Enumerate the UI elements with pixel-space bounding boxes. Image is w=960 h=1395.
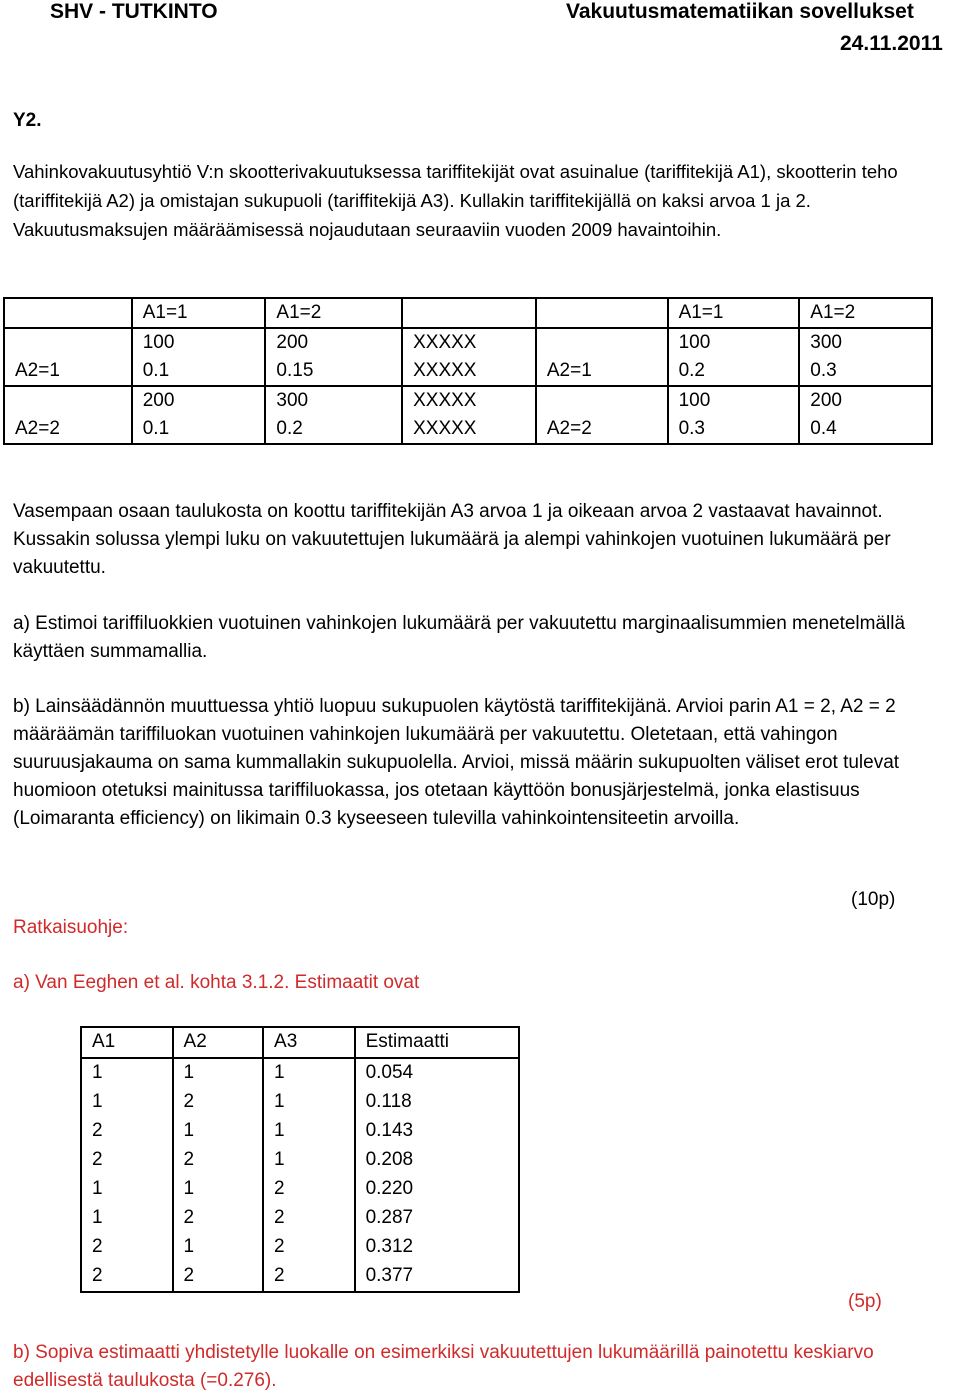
table-cell: 2 <box>263 1204 355 1233</box>
table-cell: 2 <box>173 1088 264 1117</box>
insured-count: 300 <box>810 332 842 353</box>
table-cell: 2 <box>263 1262 355 1292</box>
table-cell: 1 <box>263 1088 355 1117</box>
table-cell: 1 <box>81 1058 173 1088</box>
estimate-table <box>80 1026 520 1293</box>
table-row <box>81 1175 519 1204</box>
table-row <box>81 1088 519 1117</box>
part-a-question: a) Estimoi tariffiluokkien vuotuinen vahinkojen lukumäärä per vakuutettu marginaalisummien menetelmällä käyttäen summamallia. <box>13 613 906 662</box>
header-left: SHV - TUTKINTO <box>50 0 218 23</box>
table-cell: 1 <box>263 1117 355 1146</box>
table-cell: 1 <box>173 1175 264 1204</box>
solution-heading: Ratkaisuohje: <box>13 917 129 938</box>
insured-count: 300 <box>276 390 309 411</box>
header-cell <box>536 298 668 328</box>
table-cell: 0.312 <box>355 1233 519 1262</box>
part-b-question: b) Lainsäädännön muuttuessa yhtiö luopuu sukupuolen käytöstä tariffitekijänä. Arvioi parin A1 = 2, A2 = 2 määräämän tariffiluokan vuotuinen vahinkojen lukumäärä per vakuutettu. Oletetaan, että vahingon suuruusjakauma on sama kummallakin sukupuolella. Arvioi, missä määrin sukupuolten väliset erot tulevat huomioon otetuksi mainitussa tariffiluokassa, jos otetaan käyttöön bonusjärjestelmä, jonka elastisuus (Loimaranta efficiency) on likimain 0.3 kyseeseen tulevilla vahinkointensiteetin arvoilla. <box>13 696 900 829</box>
table-row <box>81 1058 519 1088</box>
table-row <box>81 1204 519 1233</box>
insured-count: 200 <box>276 332 309 353</box>
solution-a-points: (5p) <box>848 1291 882 1312</box>
claim-frequency: 0.3 <box>810 360 837 381</box>
header-cell <box>402 298 536 328</box>
row-label: A2=1 <box>536 328 668 386</box>
table-cell: 0.143 <box>355 1117 519 1146</box>
table-cell <box>132 386 266 444</box>
claim-frequency: 0.15 <box>276 360 314 381</box>
claim-frequency: 0.2 <box>276 418 303 439</box>
table-cell <box>799 386 932 444</box>
table-cell: 1 <box>173 1233 264 1262</box>
table-cell: 0.208 <box>355 1146 519 1175</box>
table-cell: 2 <box>173 1262 264 1292</box>
insured-count: 100 <box>678 390 711 411</box>
header-title: Vakuutusmatematiikan sovellukset <box>566 0 914 23</box>
solution-b-text: b) Sopiva estimaatti yhdistetylle luokalle on esimerkiksi vakuutettujen lukumäärillä painotettu keskiarvo edellisestä taulukosta (=0.276). <box>13 1342 874 1391</box>
table-cell: 0.118 <box>355 1088 519 1117</box>
table-cell <box>799 328 932 386</box>
header-cell: A1 <box>81 1027 173 1058</box>
table-cell: 0.287 <box>355 1204 519 1233</box>
row-label: A2=1 <box>4 328 132 386</box>
header-cell: A1=2 <box>265 298 402 328</box>
header-cell: A1=1 <box>668 298 800 328</box>
table-cell: 1 <box>173 1058 264 1088</box>
claim-frequency: 0.1 <box>142 418 170 439</box>
table-row <box>81 1117 519 1146</box>
header-cell <box>4 298 132 328</box>
table-cell <box>668 386 800 444</box>
table-cell <box>402 328 536 386</box>
table-cell: 1 <box>81 1175 173 1204</box>
estimate-header-row <box>81 1027 519 1058</box>
table-cell: 2 <box>263 1175 355 1204</box>
placeholder-text: XXXXX <box>413 418 477 439</box>
header-cell: A1=1 <box>132 298 266 328</box>
observation-header-row <box>4 298 932 328</box>
header-cell: Estimaatti <box>355 1027 519 1058</box>
placeholder-text: XXXXX <box>413 360 477 381</box>
table-cell: 0.054 <box>355 1058 519 1088</box>
observation-table <box>3 297 933 445</box>
row-label: A2=2 <box>536 386 668 444</box>
observation-row <box>4 328 932 386</box>
header-cell: A1=2 <box>799 298 932 328</box>
claim-frequency: 0.3 <box>678 418 705 439</box>
table-row <box>81 1262 519 1292</box>
table-cell: 2 <box>173 1204 264 1233</box>
table-row <box>81 1146 519 1175</box>
insured-count: 200 <box>810 390 842 411</box>
table-cell <box>265 328 402 386</box>
table-explanation: Vasempaan osaan taulukosta on koottu tariffitekijän A3 arvoa 1 ja oikeaan arvoa 2 vastaavat havainnot. Kussakin solussa ylempi luku on vakuutettujen lukumäärä ja alempi vahinkojen vuotuinen lukumäärä per vakuutettu. <box>13 501 891 578</box>
table-cell <box>265 386 402 444</box>
table-cell <box>132 328 266 386</box>
table-cell: 2 <box>173 1146 264 1175</box>
header-cell: A2 <box>173 1027 264 1058</box>
solution-a-text: a) Van Eeghen et al. kohta 3.1.2. Estimaatit ovat <box>13 972 420 993</box>
question-id: Y2. <box>13 110 42 131</box>
placeholder-text: XXXXX <box>413 390 477 411</box>
table-row <box>81 1233 519 1262</box>
points-label: (10p) <box>851 889 896 910</box>
table-cell: 2 <box>81 1117 173 1146</box>
table-cell: 2 <box>81 1262 173 1292</box>
table-cell: 1 <box>263 1146 355 1175</box>
row-label: A2=2 <box>4 386 132 444</box>
table-cell: 1 <box>173 1117 264 1146</box>
table-cell: 1 <box>263 1058 355 1088</box>
claim-frequency: 0.1 <box>142 360 170 381</box>
table-cell: 0.377 <box>355 1262 519 1292</box>
table-cell: 0.220 <box>355 1175 519 1204</box>
table-cell: 2 <box>81 1233 173 1262</box>
insured-count: 200 <box>142 390 175 411</box>
question-intro: Vahinkovakuutusyhtiö V:n skootterivakuutuksessa tariffitekijät ovat asuinalue (tariffitekijä A1), skootterin teho (tariffitekijä A2) ja omistajan sukupuoli (tariffitekijä A3). Kullakin tariffitekijällä on kaksi arvoa 1 ja 2. Vakuutusmaksujen määräämisessä nojaudutaan seuraaviin vuoden 2009 havaintoihin. <box>13 161 898 240</box>
table-cell <box>402 386 536 444</box>
header-cell: A3 <box>263 1027 355 1058</box>
table-cell: 1 <box>81 1088 173 1117</box>
observation-row <box>4 386 932 444</box>
claim-frequency: 0.4 <box>810 418 837 439</box>
header-date: 24.11.2011 <box>840 32 943 55</box>
table-cell: 2 <box>81 1146 173 1175</box>
table-cell: 2 <box>263 1233 355 1262</box>
table-cell <box>668 328 800 386</box>
insured-count: 100 <box>678 332 711 353</box>
claim-frequency: 0.2 <box>678 360 705 381</box>
placeholder-text: XXXXX <box>413 332 477 353</box>
table-cell: 1 <box>81 1204 173 1233</box>
insured-count: 100 <box>142 332 175 353</box>
